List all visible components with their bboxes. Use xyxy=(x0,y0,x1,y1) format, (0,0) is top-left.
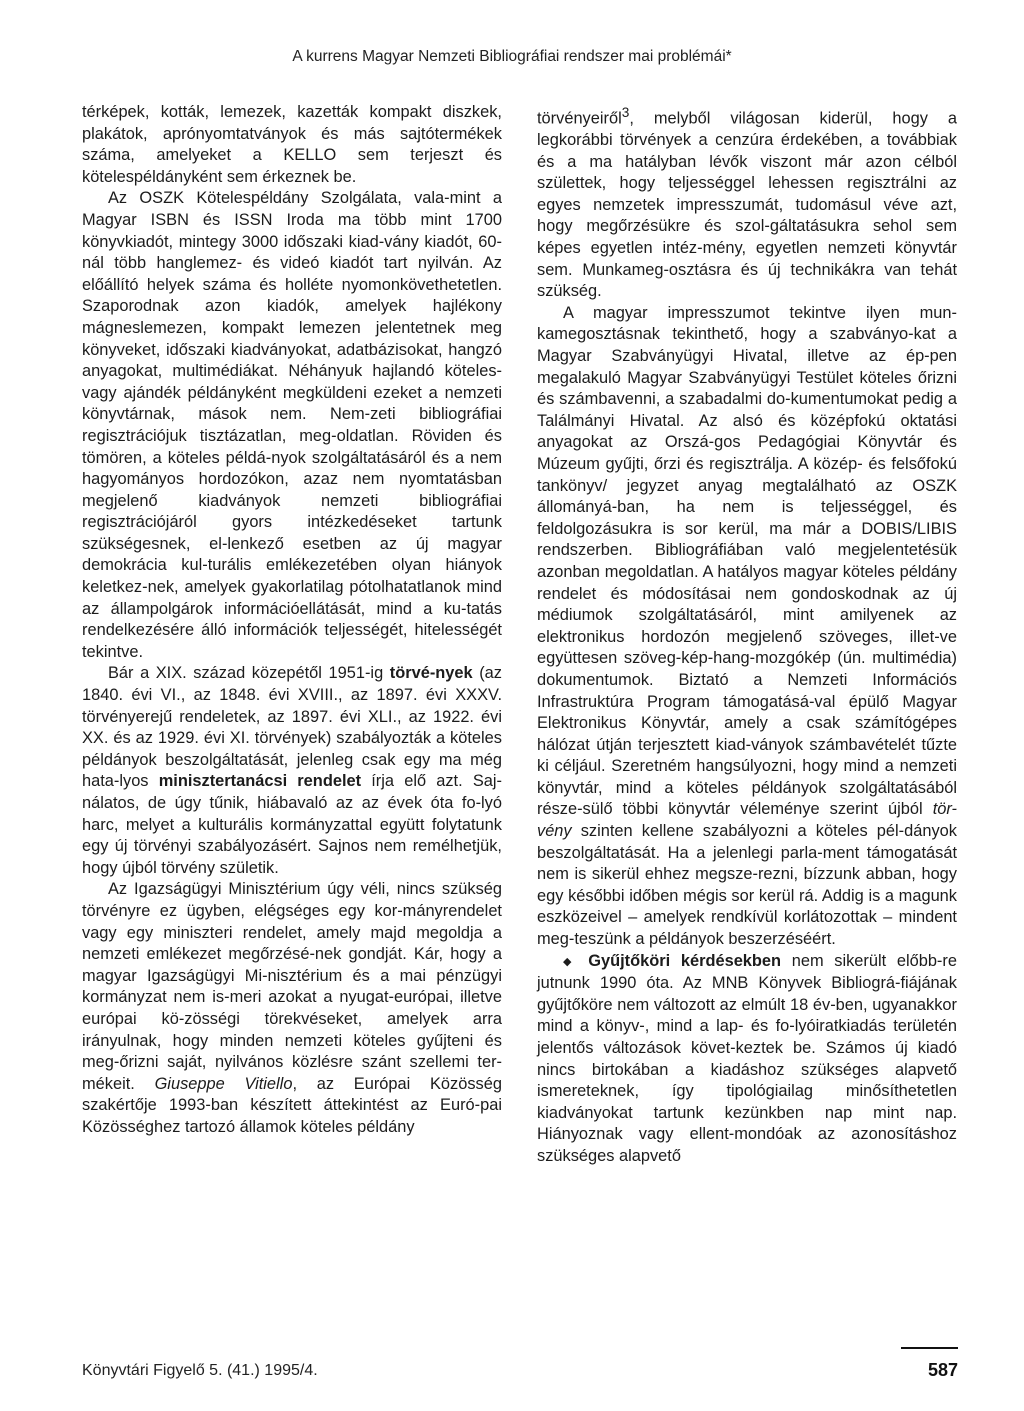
text-run: nem sikerült előbb-re jutnunk 1990 óta. Az MNB Könyvek Bibliográ-fiájának gyűjtőköre nem változott az elmúlt 18 év-ben, ugyanakkor mind a könyv-, mind a lap- és fo-lyóiratkiadás területén jelentős változások követ-keztek be. Számos új kiadó nincs birtokában a kiadáshoz szükséges alapvető ismereteknek, így tipológiailag minősíthetetlen kiadványokat tartunk kezünkben nap mint nap. Hiányoznak vagy ellent-mondóak az azonosításhoz szükséges alapvető xyxy=(537,951,957,1165)
bold-term-rendelet: minisztertanácsi rendelet xyxy=(158,772,362,791)
footnote-ref: 3 xyxy=(621,105,630,120)
paragraph xyxy=(537,951,957,1168)
page-number: 587 xyxy=(927,1360,958,1380)
text-run: Bár a XIX. század közepétől 1951-ig xyxy=(108,664,390,683)
italic-name: Giuseppe Vitiello xyxy=(154,1074,293,1093)
italic-term: tör-vény xyxy=(537,800,957,841)
paragraph xyxy=(537,303,957,951)
bold-term-torvenyek: törvé-nyek xyxy=(389,664,473,683)
journal-citation: Könyvtári Figyelő 5. (41.) 1995/4. xyxy=(82,1362,318,1379)
diamond-bullet-icon: ◆ xyxy=(563,955,578,968)
text-run: írja elő azt. Saj-nálatos, de úgy tűnik, hiábavaló az az évek óta fo-lyó harc, melyet a kulturális kormányzattal együtt folytatunk egy új törvényi szabályozásért. Sajnos nem remélhetjük, hogy újból törvény születik. xyxy=(82,772,502,877)
paragraph xyxy=(537,102,957,303)
left-column xyxy=(82,102,502,1139)
text-run: , melyből világosan kiderül, hogy a legkorábbi törvények a cenzúra érdekében, a továbbiak és a ma hatályban lévők viszont már azon célból születtek, hogy teljességgel lehessen regisztrálni az egyes nemzetek impresszumát, tudomásul véve azt, hogy megőrzésükre és szol-gáltatásukra sehol sem képes egyetlen intéz-mény, egyetlen nemzeti könyvtár sem. Munkameg-osztásra és új technikákra van tehát szükség. xyxy=(537,109,957,301)
paragraph xyxy=(82,663,502,879)
text-run: A magyar impresszumot tekintve ilyen mun-kamegosztásnak tekinthető, hogy a szabványo-kat a Magyar Szabványügyi Hivatal, illetve az ép-pen megalakuló Magyar Szabványügyi Testület köteles őrizni és számbavenni, a szabadalmi do-kumentumokat pedig a Találmányi Hivatal. Az alsó és középfokú oktatási anyagokat az Orszá-gos Pedagógiai Könyvtár és Múzeum gyűjti, őrzi és regisztrálja. A közép- és felsőfokú tankönyv/ jegyzet anyag megtalálható az OSZK állományá-ban, ha nem is teljességgel, és feldolgozásukra is sor kerül, ma már a DOBIS/LIBIS rendszerben. Bibliográfiában való megjelentetésük azonban megoldatlan. A hatályos magyar köteles példány rendelet és módosításai nem gondoskodnak az új médiumok szolgáltatásáról, mint amilyenek az elektronikus hordozón megjelenő szöveges, illet-ve együttesen szöveg-kép-hang-mozgókép (ún. multimédia) dokumentumok. Biztató a Nemzeti Információs Infrastruktúra Program támogatásá-val épülő Magyar Elektronikus Könyvtár, amely a csak számítógépes hálózat útján terjesztett kiad-ványok számbavételét tűzte ki céljául. Szeretném hangsúlyozni, hogy mind a nemzeti könyvtár, mind a köteles példányok szolgáltatásából része-sülő többi könyvtár véleménye szerint újból xyxy=(537,303,957,819)
bold-section-lead: Gyűjtőköri kérdésekben xyxy=(588,951,782,970)
paragraph xyxy=(82,879,502,1138)
running-header: A kurrens Magyar Nemzeti Bibliográfiai rendszer mai problémái* xyxy=(292,48,732,65)
page-number-rule xyxy=(901,1347,958,1349)
text-run: (az 1840. évi VI., az 1848. évi XVIII., az 1897. évi XXXV. törvényerejű rendeletek, az 1897. évi XLI., az 1922. évi XX. és az 1929. évi XI. törvények) szabályozták a köteles példányok beszolgáltatását, jelenleg csak egy ma még hata-lyos xyxy=(82,664,502,791)
paragraph: térképek, kották, lemezek, kazetták kompakt diszkek, plakátok, aprónyomtatványok és más sajtótermékek száma, amelyeket a KELLO sem terjeszt és kötelespéldányként sem érkeznek be. xyxy=(82,103,502,186)
text-run: szinten kellene szabályozni a köteles pél-dányok beszolgáltatását. Ha a jelenlegi parla-ment támogatását nem is sikerül ehhez megsze-rezni, bízzunk abban, hogy egy későbbi időben mégis sor kerül rá. Addig is a magunk eszközeivel – amelyek rendkívül korlátozottak – mindent meg-teszünk a példányok beszerzéséért. xyxy=(537,822,957,949)
paragraph: Az OSZK Kötelespéldány Szolgálata, vala-mint a Magyar ISBN és ISSN Iroda ma több mint 1700 könyvkiadót, mintegy 3000 időszaki kiad-vány kiadót, 60-nál több hanglemez- és videó kiadót tart nyilván. Az előállító helyek száma és holléte nyomonkövethetetlen. Szaporodnak azon kiadók, amelyek hajlékony mágneslemezen, kompakt lemezen jelentetnek meg könyveket, időszaki kiadványokat, adatbázisokat, hangzó anyagokat, multimédiákat. Néhányuk hajlandó köteles- vagy ajándék példányként megküldeni ezeket a nemzeti könyvtárnak, mások nem. Nem-zeti bibliográfiai regisztrációjuk tisztázatlan, meg-oldatlan. Röviden és tömören, a köteles példá-nyok szolgáltatásáról és a nem hagyományos hordozókon, azaz nem nyomtatásban megjelenő kiadványok nemzeti bibliográfiai regisztrációjáról gyors intézkedéseket tartunk szükségesnek, el-lenkező esetben az új magyar demokrácia kul-turális emlékezetében olyan hiányok keletkez-nek, amelyek gyakorlatilag pótolhatatlanok mind az állampolgárok információellátását, mind a ku-tatás rendelkezésére álló információk teljességét, hitelességét tekintve. xyxy=(82,189,502,661)
right-column xyxy=(537,102,957,1168)
text-run: , az Európai Közösség szakértője 1993-ban készített áttekintést az Euró-pai Közösséghez tartozó államok köteles példány xyxy=(82,1074,502,1136)
text-run: törvényeiről xyxy=(537,109,622,128)
text-run: Az Igazságügyi Minisztérium úgy véli, nincs szükség törvényre ez ügyben, elégséges egy kor-mányrendelet vagy egy miniszteri rendelet, amely majd megoldja a nemzeti emlékezet megőrzésé-nek gondját. Kár, hogy a magyar Igazságügyi Mi-nisztérium és a mai pénzügyi kormányzat nem is-meri azokat a nyugat-európai, illetve európai kö-zösségi törekvéseket, amelyek arra irányulnak, hogy minden nemzeti köteles gyűjteni és meg-őrizni saját, nyilvános közlésre szánt szellemi ter-mékeit. xyxy=(82,880,502,1093)
